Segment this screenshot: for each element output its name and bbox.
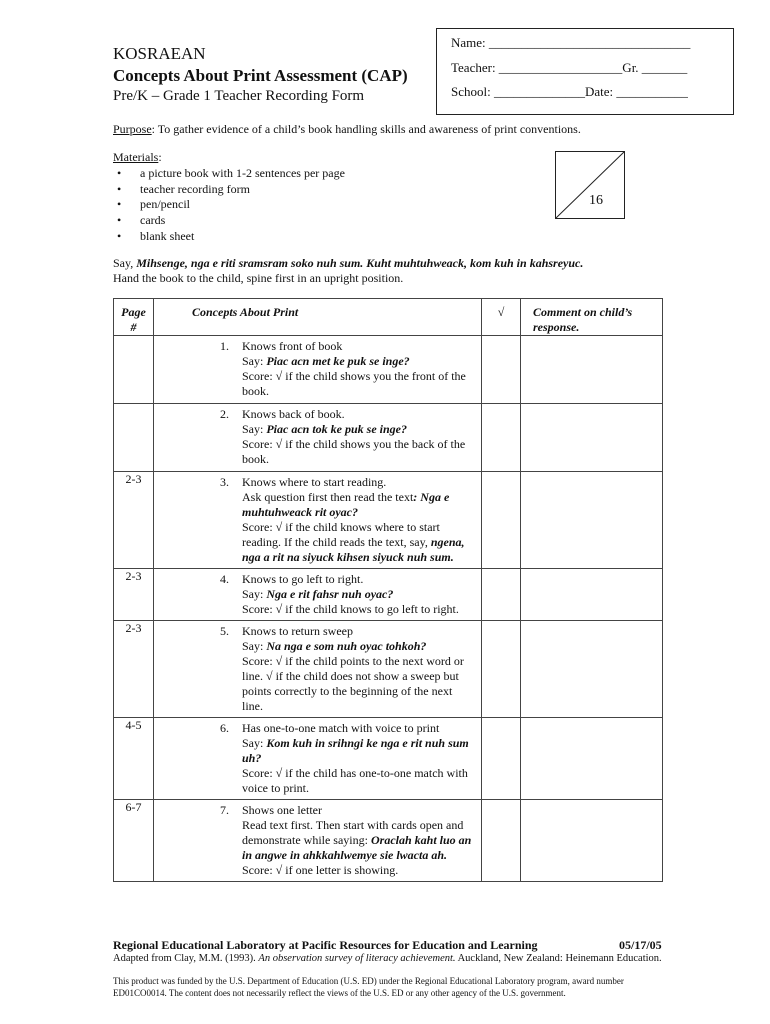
row-comment-cell[interactable] <box>521 569 663 621</box>
prompt-text: Na nga e som nuh oyac tohkoh? <box>266 639 427 653</box>
table-row <box>114 404 663 472</box>
hand-instruction: Hand the book to the child, spine first in an upright position. <box>113 271 404 285</box>
row-concept-cell <box>154 718 482 800</box>
list-item: • a picture book with 1-2 sentences per page <box>117 165 345 180</box>
table-row <box>114 800 663 882</box>
table-row <box>114 718 663 800</box>
bullet-icon: • <box>117 213 122 228</box>
row-concept-cell <box>154 336 482 404</box>
concept-number: 3. <box>220 475 229 489</box>
row-check-cell[interactable] <box>482 404 521 472</box>
prompt-text: ngena, <box>430 535 465 549</box>
row-page-cell: 6-7 <box>114 800 154 882</box>
footer-date: 05/17/05 <box>619 938 662 952</box>
prompt-text: nga a rit na siyuck kihsen siyuck nuh sum. <box>242 550 454 564</box>
concept-line: Say: Nga e rit fahsr nuh oyac? <box>242 587 394 601</box>
concept-line: voice to print. <box>242 781 309 795</box>
concept-line: Has one-to-one match with voice to print <box>242 721 440 735</box>
row-comment-cell[interactable] <box>521 472 663 569</box>
prompt-text: : Nga e <box>413 490 450 504</box>
score-total: 16 <box>589 193 603 208</box>
concept-line: Score: √ if the child shows you the back of the <box>242 437 466 451</box>
table-row <box>114 621 663 718</box>
table-row <box>114 472 663 569</box>
row-comment-cell[interactable] <box>521 800 663 882</box>
student-info-box <box>436 28 734 115</box>
footer-citation: Adapted from Clay, M.M. (1993). An observation survey of literacy achievement. Auckland, New Zealand: Heinemann Education. <box>113 953 662 964</box>
row-page-cell <box>114 404 154 472</box>
prompt-text: uh? <box>242 751 262 765</box>
concept-line: Score: √ if the child knows where to start <box>242 520 440 534</box>
comment-column-header: Comment on child’s response. <box>521 299 663 336</box>
footer-funding-line-2: ED01CO0014. The content does not necessarily reflect the views of the U.S. ED or any other agency of the U.S. government. <box>113 988 566 998</box>
bullet-icon: • <box>117 181 122 196</box>
row-concept-cell <box>154 621 482 718</box>
materials-section <box>113 150 345 245</box>
purpose-label: Purpose <box>113 122 152 136</box>
check-column-header: √ <box>482 299 521 336</box>
concept-number: 2. <box>220 407 229 421</box>
row-concept-cell <box>154 569 482 621</box>
row-check-cell[interactable] <box>482 621 521 718</box>
row-comment-cell[interactable] <box>521 404 663 472</box>
footer-funding-line-1: This product was funded by the U.S. Department of Education (U.S. ED) under the Regional Educational Laboratory program, award number <box>113 976 624 986</box>
purpose-text: : To gather evidence of a child’s book handling skills and awareness of print conventions. <box>151 122 581 136</box>
bullet-icon: • <box>117 165 122 180</box>
page-column-header: Page # <box>114 299 154 336</box>
row-page-cell: 2-3 <box>114 569 154 621</box>
row-concept-cell <box>154 800 482 882</box>
name-field[interactable]: Name: _______________________________ <box>451 35 691 50</box>
row-comment-cell[interactable] <box>521 621 663 718</box>
concept-number: 7. <box>220 803 229 817</box>
concept-line: Shows one letter <box>242 803 322 817</box>
list-item: • teacher recording form <box>117 181 250 196</box>
concept-number: 1. <box>220 339 229 353</box>
say-instruction <box>113 256 583 271</box>
concept-line: demonstrate while saying: Oraclah kaht luo an <box>242 833 472 847</box>
concept-line: Knows back of book. <box>242 407 345 421</box>
row-page-cell: 4-5 <box>114 718 154 800</box>
concept-line: Knows to return sweep <box>242 624 353 638</box>
concept-line: Say: Piac acn met ke puk se inge? <box>242 354 410 368</box>
table-header-row <box>114 299 663 336</box>
bullet-icon: • <box>117 197 122 212</box>
row-page-cell <box>114 336 154 404</box>
concept-line: Score: √ if the child shows you the front of the <box>242 369 466 383</box>
page-title: Concepts About Print Assessment (CAP) <box>113 66 408 85</box>
row-check-cell[interactable] <box>482 800 521 882</box>
concept-line <box>242 550 473 565</box>
concept-line: Say: Piac acn tok ke puk se inge? <box>242 422 407 436</box>
concept-line <box>242 505 473 520</box>
row-page-cell: 2-3 <box>114 472 154 569</box>
concept-line: Knows to go left to right. <box>242 572 364 586</box>
prompt-text: Nga e rit fahsr nuh oyac? <box>266 587 394 601</box>
row-check-cell[interactable] <box>482 336 521 404</box>
row-concept-cell <box>154 404 482 472</box>
row-check-cell[interactable] <box>482 569 521 621</box>
row-check-cell[interactable] <box>482 472 521 569</box>
prompt-text: Piac acn met ke puk se inge? <box>266 354 410 368</box>
prompt-text: Kom kuh in srihngi ke nga e rit nuh sum <box>266 736 469 750</box>
purpose-statement <box>113 122 581 137</box>
prompt-text: in angwe in ahkkahlwemye sie lwacta ah. <box>242 848 448 862</box>
concept-line: reading. If the child reads the text, say, ngena, <box>242 535 465 549</box>
list-item: • blank sheet <box>117 228 195 243</box>
concept-line: Score: √ if the child knows to go left to right. <box>242 602 459 616</box>
row-concept-cell <box>154 472 482 569</box>
concept-line: Ask question first then read the text: Nga e <box>242 490 450 504</box>
prompt-text: muhtuhweack rit oyac? <box>242 505 359 519</box>
concept-line: points correctly to the beginning of the next <box>242 684 453 698</box>
concept-line: Score: √ if the child has one-to-one match with <box>242 766 468 780</box>
footer-lab: Regional Educational Laboratory at Pacific Resources for Education and Learning <box>113 938 538 952</box>
list-item: • pen/pencil <box>117 197 190 212</box>
materials-label: Materials <box>113 150 159 164</box>
school-date-field[interactable]: School: ______________Date: ___________ <box>451 84 688 99</box>
concept-line: Score: √ if the child points to the next word or <box>242 654 464 668</box>
concept-line: line. <box>242 699 263 713</box>
table-row <box>114 336 663 404</box>
concept-line: line. √ if the child does not show a sweep but <box>242 669 459 683</box>
concept-number: 6. <box>220 721 229 735</box>
say-label: Say, <box>113 256 134 270</box>
teacher-grade-field[interactable]: Teacher: ___________________Gr. _______ <box>451 60 688 75</box>
concept-line: Say: Na nga e som nuh oyac tohkoh? <box>242 639 427 653</box>
concept-number: 5. <box>220 624 229 638</box>
concept-column-header: Concepts About Print <box>154 299 482 336</box>
table-row <box>114 569 663 621</box>
bullet-icon: • <box>117 228 122 243</box>
concept-line <box>242 848 473 863</box>
say-text: Mihsenge, nga e riti sramsram soko nuh sum. Kuht muhtuhweack, kom kuh in kahsreyuc. <box>136 256 584 270</box>
prompt-text: Oraclah kaht luo an <box>370 833 472 847</box>
row-comment-cell[interactable] <box>521 718 663 800</box>
prompt-text: Piac acn tok ke puk se inge? <box>266 422 407 436</box>
concept-line: Read text first. Then start with cards open and <box>242 818 464 832</box>
concept-line: book. <box>242 384 269 398</box>
concept-number: 4. <box>220 572 229 586</box>
row-page-cell: 2-3 <box>114 621 154 718</box>
concept-line <box>242 751 473 766</box>
row-comment-cell[interactable] <box>521 336 663 404</box>
concept-line: book. <box>242 452 269 466</box>
list-item: • cards <box>117 213 166 228</box>
concept-line: Knows front of book <box>242 339 343 353</box>
page-subtitle: Pre/K – Grade 1 Teacher Recording Form <box>113 88 365 104</box>
materials-colon: : <box>158 150 162 164</box>
concept-line: Knows where to start reading. <box>242 475 387 489</box>
concept-line: Score: √ if one letter is showing. <box>242 863 399 877</box>
assessment-table <box>113 298 663 882</box>
row-check-cell[interactable] <box>482 718 521 800</box>
concept-line: Say: Kom kuh in srihngi ke nga e rit nuh sum <box>242 736 469 750</box>
materials-list <box>113 166 345 245</box>
language-label: KOSRAEAN <box>113 44 206 63</box>
